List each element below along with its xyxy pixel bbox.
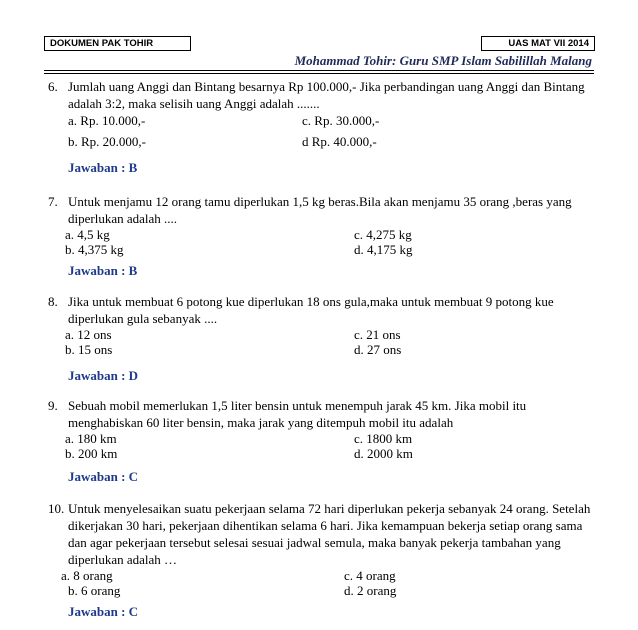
- option-c: c. 1800 km: [354, 431, 413, 446]
- option-c: c. 4,275 kg: [354, 227, 412, 242]
- option-c: c. Rp. 30.000,-: [302, 113, 380, 128]
- question-text-line: dikerjakan 30 hari, pekerjaan dihentikan selama 6 hari. Jika kemampuan bekerja setiap orang sama: [68, 518, 583, 533]
- option-a: a. 12 ons: [65, 327, 112, 342]
- answer-label: Jawaban : C: [68, 604, 139, 619]
- question-number: 8.: [48, 294, 58, 309]
- header-rule: [44, 73, 594, 74]
- option-c: c. 4 orang: [344, 568, 396, 583]
- answer-label: Jawaban : D: [68, 368, 139, 383]
- option-b: b. 6 orang: [68, 583, 121, 598]
- question-text-line: menghabiskan 60 liter bensin, maka jarak yang ditempuh mobil itu adalah: [68, 415, 454, 430]
- option-b: b. 200 km: [65, 446, 118, 461]
- question-number: 7.: [48, 194, 58, 209]
- question-text-line: dan agar pekerjaan tersebut selesai sesuai jadwal semula, maka banyak pekerja tambahan yang: [68, 535, 561, 550]
- option-d: d. 2 orang: [344, 583, 397, 598]
- question-number: 10.: [48, 501, 65, 516]
- exam-label-box: UAS MAT VII 2014: [481, 36, 595, 51]
- question-text-line: Untuk menjamu 12 orang tamu diperlukan 1,5 kg beras.Bila akan menjamu 35 orang ,beras yang: [68, 194, 572, 209]
- question-text-line: adalah 3:2, maka selisih uang Anggi adalah .......: [68, 96, 320, 111]
- question-text-line: diperlukan adalah ....: [68, 211, 178, 226]
- option-a: a. 180 km: [65, 431, 117, 446]
- question-text-line: Untuk menyelesaikan suatu pekerjaan selama 72 hari diperlukan pekerja sebanyak 24 orang. Setelah: [68, 501, 591, 516]
- answer-label: Jawaban : C: [68, 469, 139, 484]
- question-8: [48, 293, 594, 383]
- option-d: d Rp. 40.000,-: [302, 134, 377, 149]
- question-9: [48, 397, 594, 484]
- question-10: [48, 500, 594, 619]
- question-text-line: diperlukan gula sebanyak ....: [68, 311, 218, 326]
- answer-label: Jawaban : B: [68, 160, 138, 175]
- option-d: d. 27 ons: [354, 342, 402, 357]
- option-b: b. Rp. 20.000,-: [68, 134, 146, 149]
- option-d: d. 4,175 kg: [354, 242, 413, 257]
- option-c: c. 21 ons: [354, 327, 401, 342]
- question-number: 6.: [48, 79, 58, 94]
- header-rule: [44, 70, 594, 71]
- question-text-line: Jumlah uang Anggi dan Bintang besarnya Rp 100.000,- Jika perbandingan uang Anggi dan Bintang: [68, 79, 585, 94]
- question-7: [48, 193, 594, 278]
- option-a: a. Rp. 10.000,-: [68, 113, 146, 128]
- question-number: 9.: [48, 398, 58, 413]
- option-b: b. 4,375 kg: [65, 242, 124, 257]
- option-d: d. 2000 km: [354, 446, 413, 461]
- document-label-box: DOKUMEN PAK TOHIR: [44, 36, 191, 51]
- question-text-line: Sebuah mobil memerlukan 1,5 liter bensin untuk menempuh jarak 45 km. Jika mobil itu: [68, 398, 527, 413]
- question-6: [48, 78, 594, 175]
- author-line: Mohammad Tohir: Guru SMP Islam Sabilillah Malang: [294, 53, 592, 68]
- question-text-line: Jika untuk membuat 6 potong kue diperlukan 18 ons gula,maka untuk membuat 9 potong kue: [68, 294, 554, 309]
- answer-label: Jawaban : B: [68, 263, 138, 278]
- question-text-line: diperlukan adalah …: [68, 552, 178, 567]
- option-b: b. 15 ons: [65, 342, 113, 357]
- option-a: a. 4,5 kg: [65, 227, 110, 242]
- option-a: a. 8 orang: [61, 568, 113, 583]
